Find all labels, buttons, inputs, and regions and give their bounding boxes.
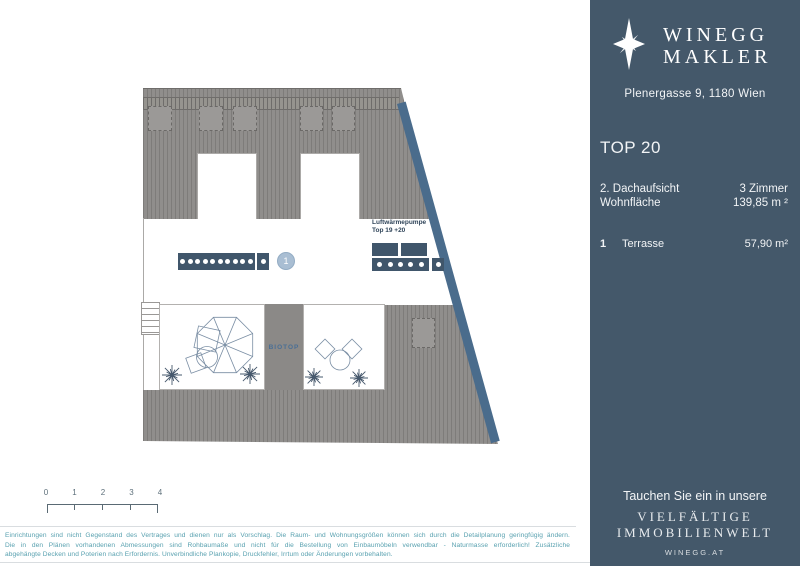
railing-dot [240,259,245,264]
railing-dot [419,262,424,267]
skylight [412,318,435,348]
skylight [199,106,223,131]
railing-dot [248,259,253,264]
roof-ridge-strip [143,97,399,110]
terrace-area-value: 57,90 m² [744,238,788,250]
footer-divider-top [0,526,576,527]
roof-cutout [300,153,360,220]
railing-dot [261,259,266,264]
heat-pump-label: Luftwärmepumpe Top 19 +20 [372,219,427,234]
unit-title: TOP 20 [600,138,661,157]
scale-bar-numbers: 0 1 2 3 4 [43,488,163,497]
terrace-railing [178,253,255,270]
unit-details [600,182,788,210]
railing-dot [195,259,200,264]
terrace-furniture-left [159,304,265,390]
living-area-value: 139,85 m ² [733,197,788,209]
railing-dot [377,262,382,267]
winegg-star-icon [606,16,652,72]
footer-tagline: Tauchen Sie ein in unsere [623,489,767,503]
skylight [300,106,323,131]
biotop-band [265,304,303,390]
living-area-label: Wohnfläche [600,197,661,209]
rooms-value: 3 Zimmer [739,183,788,195]
terrace-furniture-right [303,304,385,390]
railing-dot [225,259,230,264]
railing-dot [408,262,413,267]
footer-word-immobilienwelt: IMMOBILIENWELT [616,525,774,540]
skylight [233,106,257,131]
legal-disclaimer: Einrichtungen sind nicht Gegenstand des Vertrages und dienen nur als Vorschlag. Die Raum- und Wohnungsgrößen können sich durch die Detailplanung geringfügig ändern. Die in den Plänen vorhandenen Abmessungen sind Rohbaumaße und nicht für die Bestellung von Einbaumöbeln verwendbar - Naturmasse erforderlich! Zusätzliche abgehängte Decken und Poterien nach Erfordernis. Unverbindliche Plankopie, Druckfehler, Irrtum oder Änderungen vorbehalten. [5,532,570,559]
roof-cutout [197,153,257,220]
plant-icon [350,369,368,387]
logo-word-makler: MAKLER [663,46,772,68]
railing-dot [388,262,393,267]
heat-pump-unit [372,243,398,256]
plant-icon [305,368,323,386]
railing-dot [203,259,208,264]
railing-dot [180,259,185,264]
railing-dot [398,262,403,267]
terrace-number: 1 [283,256,289,266]
railing-dot [233,259,238,264]
heat-pump-railing-end [432,258,444,271]
railing-dot [188,259,193,264]
heat-pump-unit [401,243,427,256]
railing-dot [436,262,441,267]
info-sidebar [590,0,800,566]
website-url: WINEGG.AT [664,548,726,557]
terrace-index: 1 [600,238,607,250]
skylight [148,106,172,131]
terrace-railing-end [257,253,269,270]
plan-type-label: 2. Dachaufsicht [600,183,680,195]
scale-bar [47,504,158,513]
plant-icon [162,365,182,385]
railing-dot [210,259,215,264]
footer-word-vielfaeltige: VIELFÄLTIGE [637,509,753,524]
skylight [332,106,355,131]
railing-dot [218,259,223,264]
terrace-number-marker [277,252,295,270]
terrace-label: Terrasse [622,238,665,250]
terrace-row [600,238,788,250]
property-address: Plenergasse 9, 1180 Wien [624,88,766,100]
biotop-label: BIOTOP [268,343,300,351]
heat-pump-railing [372,258,429,271]
ladder [141,302,160,335]
plant-icon [240,364,260,384]
logo-word-winegg: WINEGG [663,24,769,46]
